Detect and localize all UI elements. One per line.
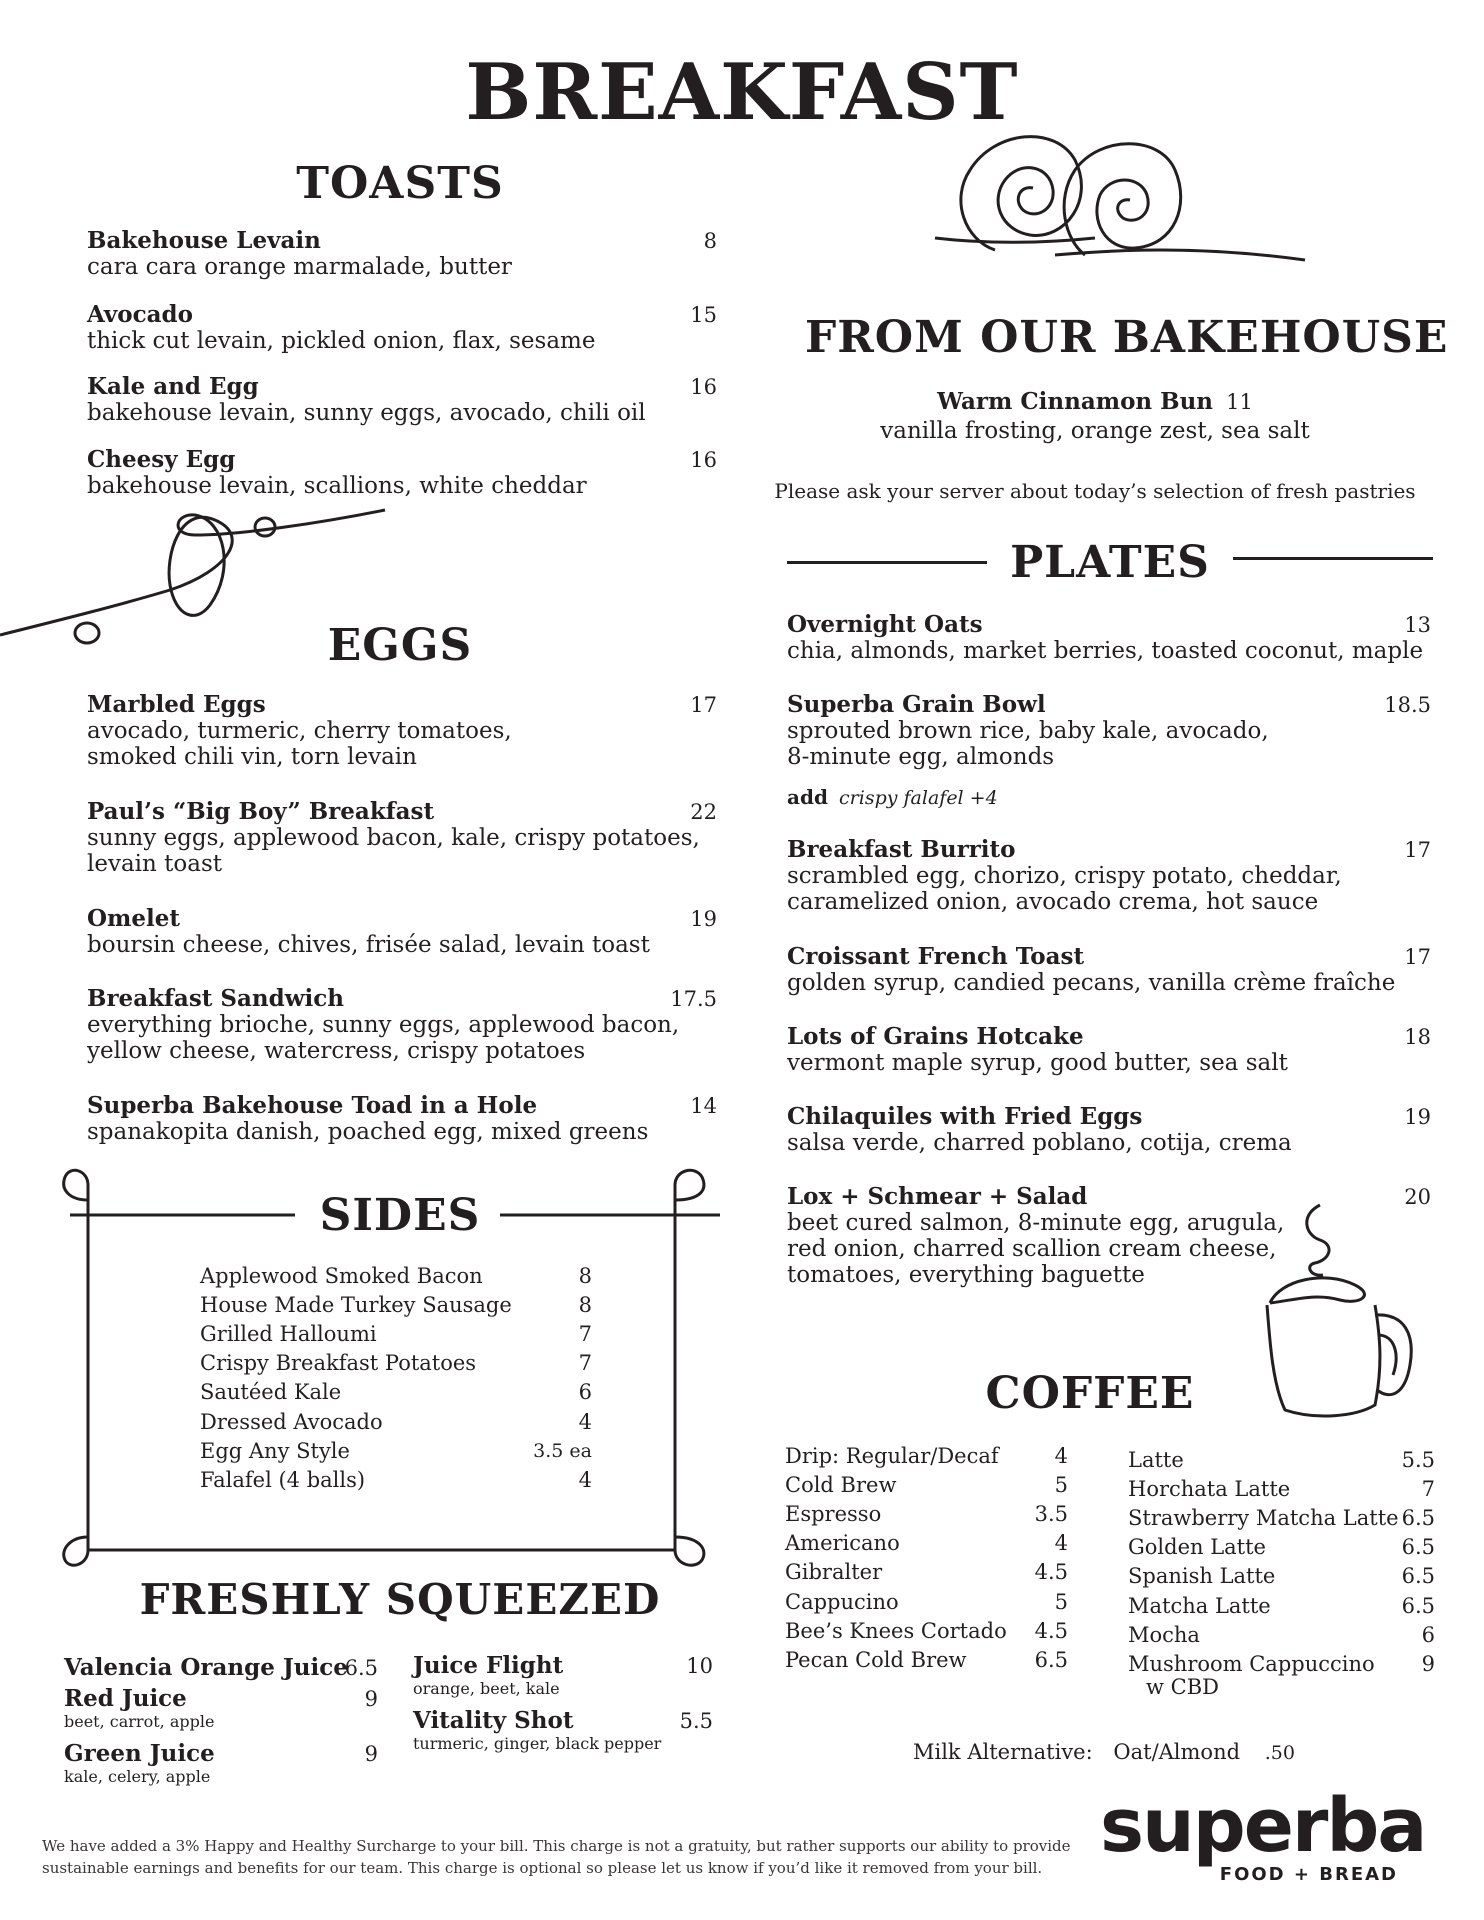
- item-description: beet cured salmon, 8-minute egg, arugula,: [787, 1210, 1285, 1236]
- coffee-name: Americano: [785, 1531, 900, 1555]
- coffee-price: 4: [1054, 1531, 1068, 1555]
- coffee-name: Horchata Latte: [1128, 1477, 1291, 1501]
- side-price: 8: [578, 1293, 592, 1317]
- bakehouse-item: [780, 389, 1410, 415]
- menu-item: [787, 837, 1431, 915]
- menu-item: [87, 799, 717, 877]
- side-price: 3.5 ea: [533, 1440, 592, 1462]
- coffee-price: 5: [1054, 1473, 1068, 1497]
- side-item: [200, 1408, 592, 1437]
- eggs-heading: EGGS: [327, 620, 473, 671]
- item-description: sprouted brown rice, baby kale, avocado,: [787, 718, 1269, 744]
- item-name: Omelet: [87, 905, 180, 932]
- coffee-item: [1128, 1592, 1435, 1621]
- item-name: Kale and Egg: [87, 373, 259, 400]
- coffee-price: 4: [1054, 1444, 1068, 1468]
- juice-price: 10: [686, 1654, 713, 1678]
- juice-name: Vitality Shot: [413, 1707, 574, 1734]
- coffee-item: [785, 1646, 1068, 1675]
- juice-description: turmeric, ginger, black pepper: [413, 1734, 662, 1753]
- coffee-name: Strawberry Matcha Latte: [1128, 1506, 1399, 1530]
- item-name: Cheesy Egg: [87, 446, 236, 473]
- item-name: Lox + Schmear + Salad: [787, 1183, 1088, 1210]
- bakehouse-note: Please ask your server about today’s selection of fresh pastries: [774, 479, 1416, 503]
- item-price: 17: [690, 693, 717, 717]
- side-item: [200, 1349, 592, 1378]
- item-description: vermont maple syrup, good butter, sea salt: [787, 1050, 1288, 1076]
- item-price: 8: [703, 229, 717, 253]
- coffee-price: 6.5: [1034, 1648, 1068, 1672]
- coffee-heading: COFFEE: [985, 1368, 1195, 1419]
- sides-heading: SIDES: [300, 1190, 500, 1242]
- juice-name: Valencia Orange Juice: [64, 1654, 348, 1681]
- milk-options: Oat/Almond: [1113, 1740, 1241, 1764]
- item-description: avocado, turmeric, cherry tomatoes,: [87, 718, 512, 744]
- item-price: 17.5: [670, 987, 717, 1011]
- menu-item: [787, 944, 1431, 996]
- page-title: BREAKFAST: [465, 47, 1019, 138]
- coffee-name: Mushroom Cappuccino: [1128, 1652, 1375, 1676]
- coffee-price: 6: [1421, 1623, 1435, 1647]
- side-name: Crispy Breakfast Potatoes: [200, 1351, 477, 1375]
- juice-item: [64, 1655, 378, 1681]
- menu-item: [87, 302, 717, 354]
- item-price: 11: [1226, 390, 1253, 414]
- coffee-item: [785, 1500, 1068, 1529]
- side-price: 4: [578, 1410, 592, 1434]
- juice-description: beet, carrot, apple: [64, 1712, 215, 1731]
- coffee-price: 6.5: [1401, 1564, 1435, 1588]
- coffee-price: 9: [1421, 1652, 1435, 1676]
- plates-rule-left: [787, 561, 987, 564]
- menu-item: [87, 1093, 717, 1145]
- logo-tagline: FOOD + BREAD: [1219, 1864, 1398, 1885]
- juice-item: [64, 1686, 378, 1732]
- side-item: [200, 1437, 592, 1466]
- item-description: yellow cheese, watercress, crispy potatoes: [87, 1038, 586, 1064]
- plates-heading: PLATES: [1010, 537, 1210, 588]
- item-price: 19: [690, 907, 717, 931]
- item-price: 17: [1404, 945, 1431, 969]
- juice-price: 9: [364, 1687, 378, 1711]
- addon-text: crispy falafel +4: [839, 787, 998, 809]
- item-price: 19: [1404, 1105, 1431, 1129]
- coffee-name: Golden Latte: [1128, 1535, 1266, 1559]
- coffee-item: [785, 1588, 1068, 1617]
- coffee-item: [785, 1471, 1068, 1500]
- menu-item: [87, 447, 717, 499]
- item-description: 8-minute egg, almonds: [787, 744, 1055, 770]
- coffee-item: [785, 1529, 1068, 1558]
- item-price: 18.5: [1384, 693, 1431, 717]
- superba-logo: [1100, 1783, 1426, 1885]
- coffee-price: 5: [1054, 1590, 1068, 1614]
- item-description: vanilla frosting, orange zest, sea salt: [880, 418, 1310, 444]
- menu-item: [87, 228, 717, 280]
- addon-line: [787, 785, 998, 809]
- item-name: Breakfast Sandwich: [87, 985, 344, 1012]
- juice-description: orange, beet, kale: [413, 1679, 560, 1698]
- item-description: smoked chili vin, torn levain: [87, 744, 417, 770]
- coffee-name: Cappucino: [785, 1590, 899, 1614]
- coffee-item: [1128, 1446, 1435, 1475]
- juice-name: Green Juice: [64, 1740, 215, 1767]
- surcharge-note-line-1: We have added a 3% Happy and Healthy Surcharge to your bill. This charge is not a gratuity, but rather supports our ability to provide: [42, 1837, 1071, 1855]
- menu-item: [87, 986, 717, 1064]
- coffee-item: [1128, 1562, 1435, 1591]
- side-price: 8: [578, 1264, 592, 1288]
- item-name: Superba Grain Bowl: [787, 691, 1046, 718]
- menu-item: [787, 1104, 1431, 1156]
- item-description: scrambled egg, chorizo, crispy potato, cheddar,: [787, 863, 1342, 889]
- coffee-price: 6.5: [1401, 1535, 1435, 1559]
- menu-item: [87, 692, 717, 770]
- coffee-item: [1128, 1621, 1435, 1650]
- milk-price: .50: [1264, 1742, 1295, 1764]
- side-item: [200, 1262, 592, 1291]
- coffee-name: Cold Brew: [785, 1473, 897, 1497]
- menu-item: [787, 692, 1431, 770]
- coffee-name: Matcha Latte: [1128, 1594, 1271, 1618]
- item-description: cara cara orange marmalade, butter: [87, 254, 512, 280]
- item-name: Bakehouse Levain: [87, 227, 321, 254]
- item-name: Lots of Grains Hotcake: [787, 1023, 1084, 1050]
- coffee-item: [1128, 1533, 1435, 1562]
- milk-alternative: [913, 1738, 1295, 1767]
- side-item: [200, 1291, 592, 1320]
- side-item: [200, 1320, 592, 1349]
- item-price: 18: [1404, 1025, 1431, 1049]
- side-price: 4: [578, 1468, 592, 1492]
- menu-item: [787, 612, 1431, 664]
- logo-wordmark: superba: [1100, 1783, 1426, 1869]
- coffee-name: Gibralter: [785, 1560, 883, 1584]
- item-name: Overnight Oats: [787, 611, 983, 638]
- coffee-name: Pecan Cold Brew: [785, 1648, 967, 1672]
- item-name: Avocado: [87, 301, 193, 328]
- addon-label: add: [787, 785, 828, 809]
- side-name: Egg Any Style: [200, 1439, 350, 1463]
- side-name: Grilled Halloumi: [200, 1322, 377, 1346]
- side-name: Falafel (4 balls): [200, 1468, 366, 1492]
- juice-item: [413, 1708, 713, 1754]
- item-description: caramelized onion, avocado crema, hot sauce: [787, 889, 1319, 915]
- item-description: golden syrup, candied pecans, vanilla crème fraîche: [787, 970, 1396, 996]
- item-name: Chilaquiles with Fried Eggs: [787, 1103, 1143, 1130]
- item-price: 15: [690, 303, 717, 327]
- freshly-squeezed-heading: FRESHLY SQUEEZED: [139, 1575, 661, 1624]
- item-description: spanakopita danish, poached egg, mixed greens: [87, 1119, 649, 1145]
- toasts-heading: TOASTS: [296, 158, 504, 209]
- item-description: bakehouse levain, scallions, white cheddar: [87, 473, 587, 499]
- juice-price: 6.5: [344, 1656, 378, 1680]
- item-price: 13: [1404, 613, 1431, 637]
- coffee-name: Drip: Regular/Decaf: [785, 1444, 999, 1468]
- coffee-item-line2: w CBD: [1146, 1675, 1219, 1699]
- item-description: thick cut levain, pickled onion, flax, sesame: [87, 328, 596, 354]
- coffee-price: 4.5: [1034, 1619, 1068, 1643]
- side-name: House Made Turkey Sausage: [200, 1293, 512, 1317]
- item-price: 14: [690, 1094, 717, 1118]
- coffee-price: 4.5: [1034, 1560, 1068, 1584]
- item-name: Croissant French Toast: [787, 943, 1085, 970]
- side-item: [200, 1378, 592, 1407]
- juice-item: [64, 1741, 378, 1787]
- item-description: everything brioche, sunny eggs, applewood bacon,: [87, 1012, 680, 1038]
- coffee-item: [1128, 1504, 1435, 1533]
- juice-price: 9: [364, 1742, 378, 1766]
- item-description: tomatoes, everything baguette: [787, 1262, 1145, 1288]
- item-description: salsa verde, charred poblano, cotija, crema: [787, 1130, 1292, 1156]
- cinnamon-bun-illustration: [935, 130, 1305, 270]
- item-price: 22: [690, 800, 717, 824]
- coffee-price: 5.5: [1401, 1448, 1435, 1472]
- item-price: 17: [1404, 838, 1431, 862]
- coffee-name: Bee’s Knees Cortado: [785, 1619, 1007, 1643]
- side-price: 7: [578, 1351, 592, 1375]
- item-price: 20: [1404, 1185, 1431, 1209]
- item-description: bakehouse levain, sunny eggs, avocado, chili oil: [87, 400, 646, 426]
- item-name: Breakfast Burrito: [787, 836, 1016, 863]
- coffee-cup-illustration: [1255, 1205, 1425, 1425]
- milk-label: Milk Alternative:: [913, 1740, 1093, 1764]
- item-description: sunny eggs, applewood bacon, kale, crispy potatoes,: [87, 825, 700, 851]
- juice-name: Juice Flight: [413, 1652, 564, 1679]
- juice-item: [413, 1653, 713, 1699]
- coffee-price: 7: [1421, 1477, 1435, 1501]
- coffee-item: [1128, 1475, 1435, 1504]
- surcharge-note-line-2: sustainable earnings and benefits for our team. This charge is optional so please let us know if you’d like it removed from your bill.: [42, 1859, 1043, 1877]
- side-name: Applewood Smoked Bacon: [200, 1264, 483, 1288]
- menu-item: [787, 1024, 1431, 1076]
- coffee-item: [785, 1442, 1068, 1471]
- juice-price: 5.5: [679, 1709, 713, 1733]
- side-item: [200, 1466, 592, 1495]
- coffee-item: [785, 1558, 1068, 1587]
- item-name: Marbled Eggs: [87, 691, 266, 718]
- side-name: Sautéed Kale: [200, 1380, 342, 1404]
- item-name: Superba Bakehouse Toad in a Hole: [87, 1092, 538, 1119]
- item-price: 16: [690, 448, 717, 472]
- menu-item: [87, 906, 717, 958]
- side-name: Dressed Avocado: [200, 1410, 383, 1434]
- bakehouse-heading: FROM OUR BAKEHOUSE: [805, 312, 1449, 363]
- item-name: Warm Cinnamon Bun: [937, 388, 1214, 415]
- item-description: levain toast: [87, 851, 223, 877]
- juice-description: kale, celery, apple: [64, 1767, 211, 1786]
- coffee-name: Latte: [1128, 1448, 1184, 1472]
- coffee-price: 6.5: [1401, 1594, 1435, 1618]
- coffee-name: Spanish Latte: [1128, 1564, 1276, 1588]
- coffee-item: [785, 1617, 1068, 1646]
- coffee-name: Mocha: [1128, 1623, 1200, 1647]
- item-description: boursin cheese, chives, frisée salad, levain toast: [87, 932, 650, 958]
- menu-item: [87, 374, 717, 426]
- side-price: 6: [578, 1380, 592, 1404]
- item-price: 16: [690, 375, 717, 399]
- item-description: red onion, charred scallion cream cheese,: [787, 1236, 1277, 1262]
- item-description: chia, almonds, market berries, toasted coconut, maple: [787, 638, 1424, 664]
- plates-rule-right: [1233, 557, 1433, 560]
- loop-doodle-illustration: [0, 505, 400, 635]
- coffee-price: 3.5: [1034, 1502, 1068, 1526]
- coffee-name: Espresso: [785, 1502, 882, 1526]
- side-price: 7: [578, 1322, 592, 1346]
- juice-name: Red Juice: [64, 1685, 187, 1712]
- item-name: Paul’s “Big Boy” Breakfast: [87, 798, 435, 825]
- coffee-price: 6.5: [1401, 1506, 1435, 1530]
